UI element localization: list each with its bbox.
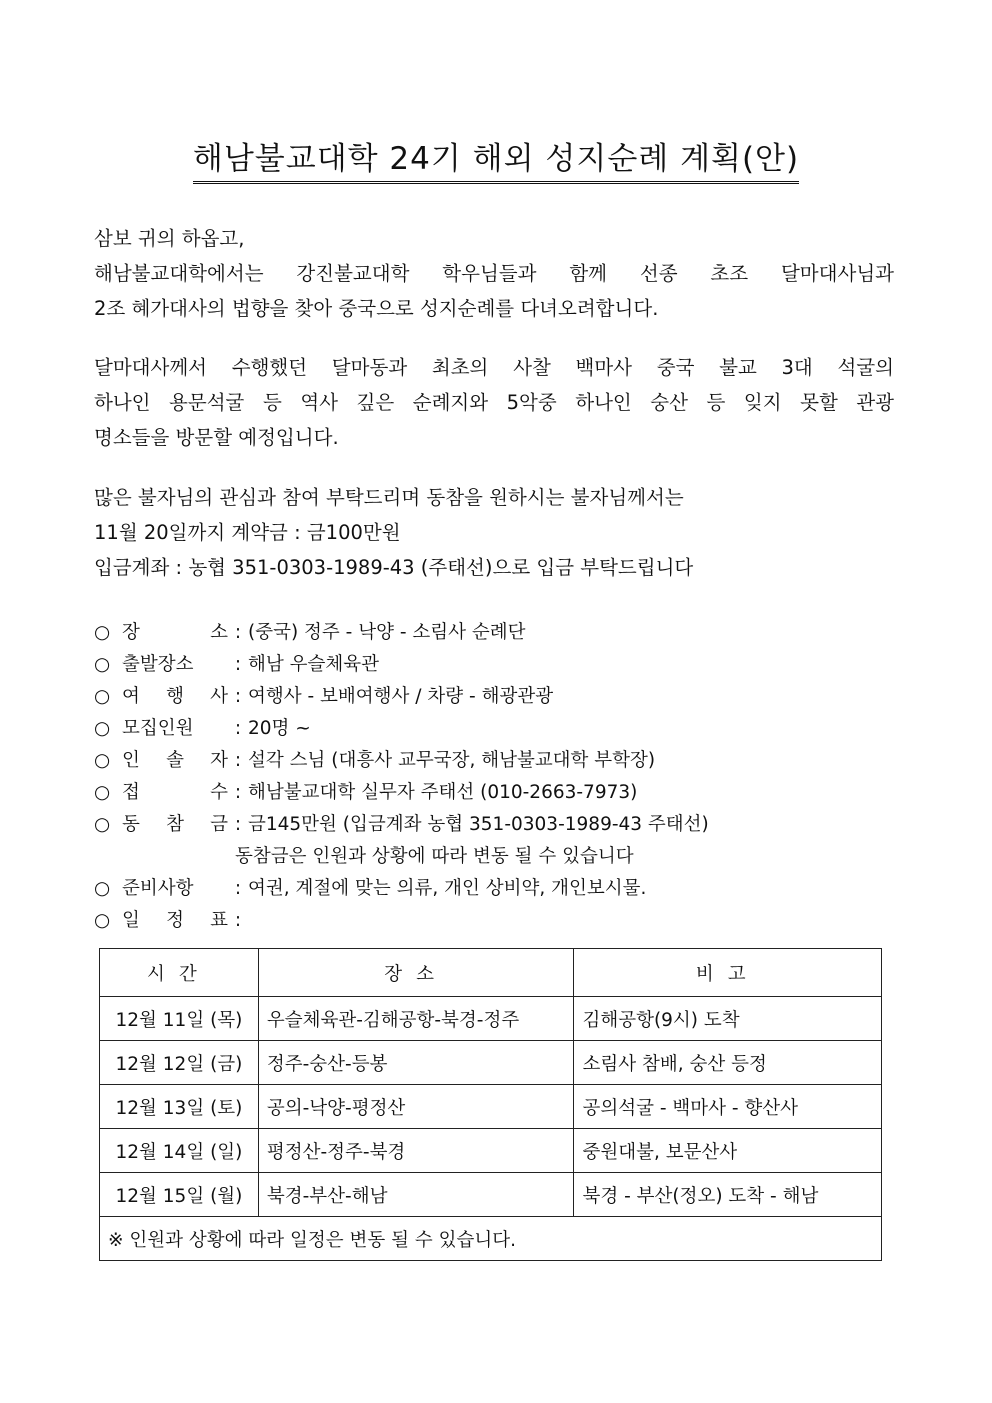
table-footnote-row bbox=[100, 1217, 882, 1261]
table-header-row bbox=[100, 949, 882, 997]
info-value: 여행사 - 보배여행사 / 차량 - 해광관광 bbox=[248, 686, 554, 707]
cell-note: 북경 - 부산(정오) 도착 - 해남 bbox=[574, 1173, 882, 1217]
cell-date: 12월 11일 (목) bbox=[100, 997, 259, 1041]
info-row-capacity bbox=[94, 713, 894, 745]
header-time: 시간 bbox=[100, 949, 259, 997]
table-row bbox=[100, 1041, 882, 1085]
cell-place: 평정산-정주-북경 bbox=[258, 1129, 574, 1173]
info-colon: : bbox=[234, 878, 242, 899]
info-value: 설각 스님 (대흥사 교무국장, 해남불교대학 부학장) bbox=[248, 750, 656, 771]
info-colon: : bbox=[234, 782, 242, 803]
fee-note: 동참금은 인원과 상황에 따라 변동 될 수 있습니다 bbox=[235, 846, 634, 867]
description-line: 달마대사께서 수행했던 달마동과 최초의 사찰 백마사 중국 불교 3대 석굴의 bbox=[94, 356, 894, 379]
circle-bullet-icon: ○ bbox=[94, 910, 111, 931]
info-value: 해남 우슬체육관 bbox=[248, 654, 379, 675]
info-colon: : bbox=[234, 622, 242, 643]
intro-paragraph bbox=[94, 221, 894, 326]
description-line: 하나인 용문석굴 등 역사 깊은 순례지와 5악중 하나인 숭산 등 잊지 못할 관광 bbox=[94, 391, 894, 414]
trip-info-list bbox=[94, 617, 894, 937]
info-value: 20명 ~ bbox=[248, 718, 311, 739]
info-colon: : bbox=[234, 910, 242, 931]
schedule-table bbox=[99, 948, 882, 1261]
title-wrap bbox=[0, 138, 992, 184]
circle-bullet-icon: ○ bbox=[94, 750, 111, 771]
table-row bbox=[100, 1085, 882, 1129]
table-row bbox=[100, 1173, 882, 1217]
cell-place: 북경-부산-해남 bbox=[258, 1173, 574, 1217]
circle-bullet-icon: ○ bbox=[94, 878, 111, 899]
table-row bbox=[100, 1129, 882, 1173]
description-paragraph bbox=[94, 350, 894, 455]
circle-bullet-icon: ○ bbox=[94, 718, 111, 739]
header-note: 비고 bbox=[574, 949, 882, 997]
cell-date: 12월 15일 (월) bbox=[100, 1173, 259, 1217]
info-label: 출발장소 bbox=[122, 654, 194, 675]
cell-place: 우슬체육관-김해공항-북경-정주 bbox=[258, 997, 574, 1041]
notice-paragraph bbox=[94, 480, 894, 585]
cell-date: 12월 14일 (일) bbox=[100, 1129, 259, 1173]
notice-line: 입금계좌 : 농협 351-0303-1989-43 (주태선)으로 입금 부탁드립니다 bbox=[94, 556, 694, 579]
info-value: 여권, 계절에 맞는 의류, 개인 상비약, 개인보시물. bbox=[248, 878, 647, 899]
info-colon: : bbox=[234, 654, 242, 675]
header-place: 장소 bbox=[258, 949, 574, 997]
info-row-agency bbox=[94, 681, 894, 713]
intro-line: 해남불교대학에서는 강진불교대학 학우님들과 함께 선종 초조 달마대사님과 bbox=[94, 262, 894, 285]
info-row-schedule bbox=[94, 905, 894, 937]
info-value: 금145만원 (입금계좌 농협 351-0303-1989-43 주태선) bbox=[248, 814, 709, 835]
info-row-reception bbox=[94, 777, 894, 809]
info-value: (중국) 정주 - 낙양 - 소림사 순례단 bbox=[248, 622, 526, 643]
info-label: 인 솔 자 bbox=[122, 750, 228, 771]
info-colon: : bbox=[234, 814, 242, 835]
circle-bullet-icon: ○ bbox=[94, 622, 111, 643]
schedule-footnote: ※ 인원과 상황에 따라 일정은 변동 될 수 있습니다. bbox=[100, 1217, 882, 1261]
info-label: 동 참 금 bbox=[122, 814, 228, 835]
info-label: 장 소 bbox=[122, 622, 228, 643]
circle-bullet-icon: ○ bbox=[94, 782, 111, 803]
info-row-place bbox=[94, 617, 894, 649]
table-row bbox=[100, 997, 882, 1041]
description-line: 명소들을 방문할 예정입니다. bbox=[94, 426, 339, 449]
cell-note: 소림사 참배, 숭산 등정 bbox=[574, 1041, 882, 1085]
intro-line: 삼보 귀의 하옵고, bbox=[94, 227, 245, 250]
cell-date: 12월 12일 (금) bbox=[100, 1041, 259, 1085]
cell-place: 정주-숭산-등봉 bbox=[258, 1041, 574, 1085]
cell-note: 김해공항(9시) 도착 bbox=[574, 997, 882, 1041]
circle-bullet-icon: ○ bbox=[94, 686, 111, 707]
info-label: 여 행 사 bbox=[122, 686, 228, 707]
info-colon: : bbox=[234, 686, 242, 707]
cell-note: 공의석굴 - 백마사 - 향산사 bbox=[574, 1085, 882, 1129]
page-title: 해남불교대학 24기 해외 성지순례 계획(안) bbox=[193, 138, 799, 184]
notice-line: 11월 20일까지 계약금 : 금100만원 bbox=[94, 521, 401, 544]
info-label: 모집인원 bbox=[122, 718, 194, 739]
circle-bullet-icon: ○ bbox=[94, 814, 111, 835]
info-label: 일 정 표 bbox=[122, 910, 228, 931]
info-row-fee bbox=[94, 809, 894, 841]
info-row-leader bbox=[94, 745, 894, 777]
info-colon: : bbox=[234, 750, 242, 771]
info-row-departure bbox=[94, 649, 894, 681]
info-label: 준비사항 bbox=[122, 878, 194, 899]
intro-line: 2조 혜가대사의 법향을 찾아 중국으로 성지순례를 다녀오려합니다. bbox=[94, 297, 659, 320]
info-row-preparation bbox=[94, 873, 894, 905]
info-colon: : bbox=[234, 718, 242, 739]
cell-place: 공의-낙양-평정산 bbox=[258, 1085, 574, 1129]
circle-bullet-icon: ○ bbox=[94, 654, 111, 675]
info-value: 해남불교대학 실무자 주태선 (010-2663-7973) bbox=[248, 782, 638, 803]
info-label: 접 수 bbox=[122, 782, 228, 803]
cell-date: 12월 13일 (토) bbox=[100, 1085, 259, 1129]
cell-note: 중원대불, 보문산사 bbox=[574, 1129, 882, 1173]
notice-line: 많은 불자님의 관심과 참여 부탁드리며 동참을 원하시는 불자님께서는 bbox=[94, 486, 684, 509]
